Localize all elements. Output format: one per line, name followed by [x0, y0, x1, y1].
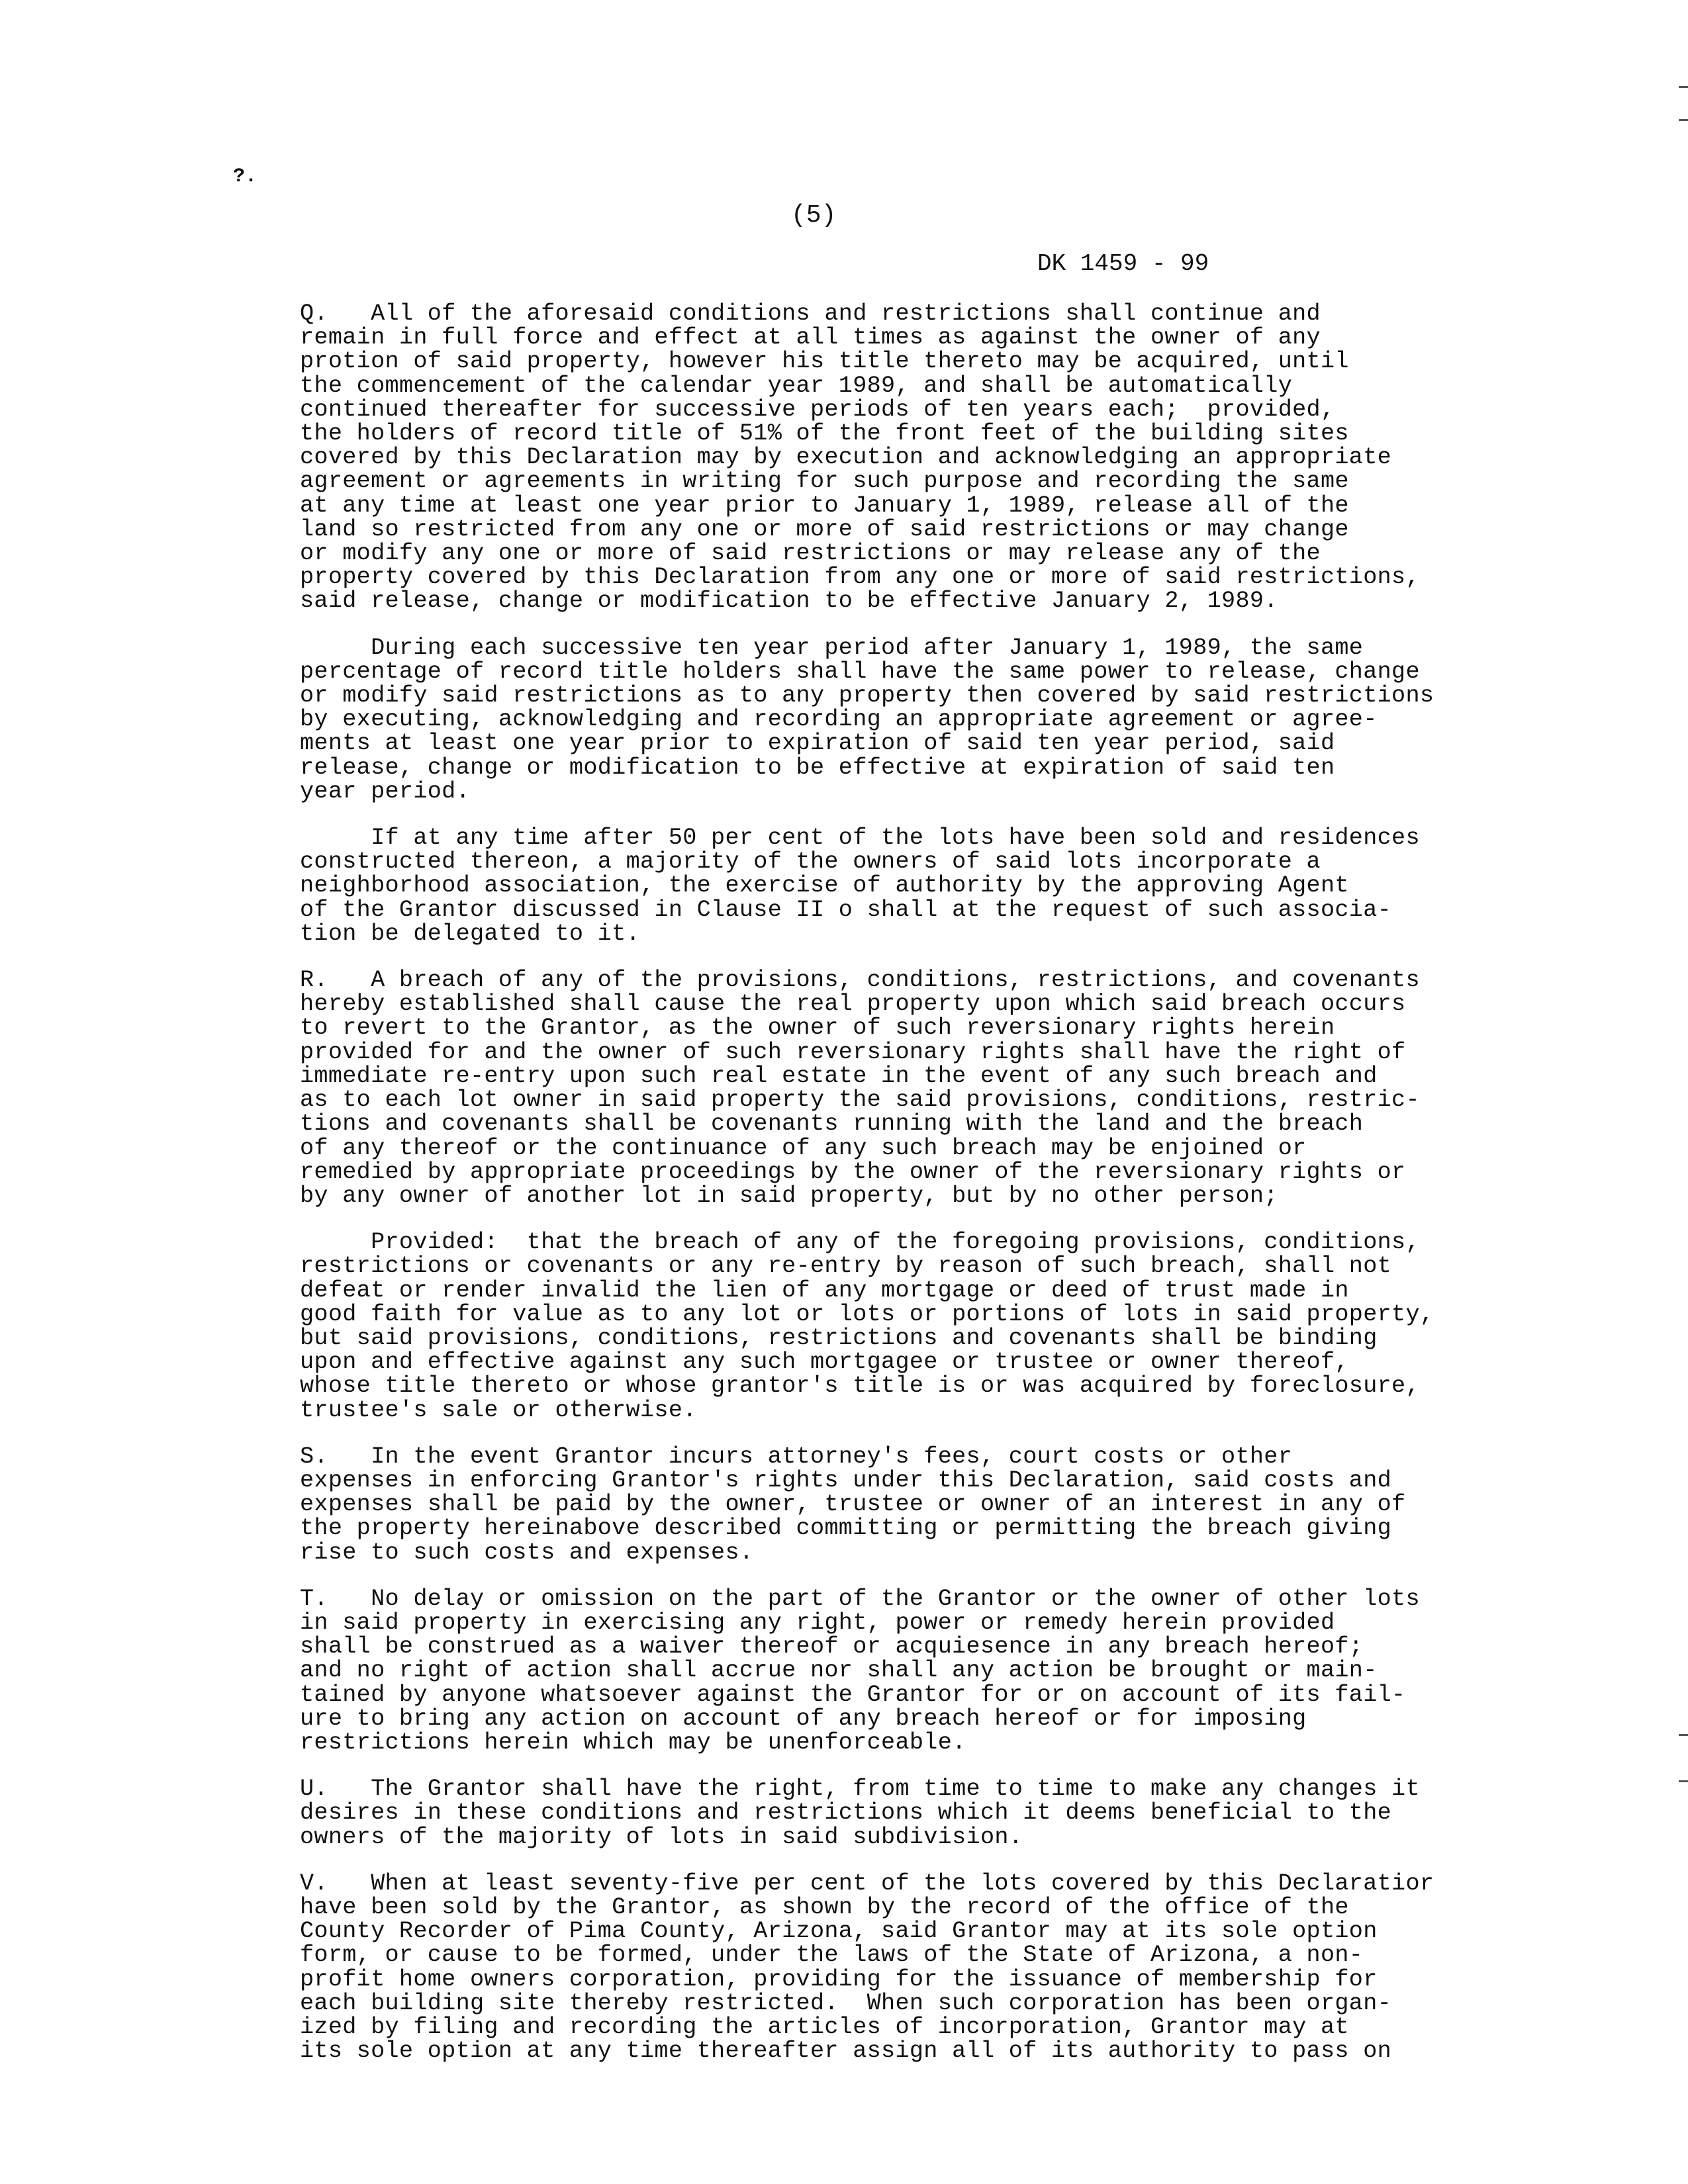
text-line: the commencement of the calendar year 1989, and shall be automatically	[300, 372, 1293, 399]
text-line: at any time at least one year prior to January 1, 1989, release all of the	[300, 492, 1349, 519]
text-line: its sole option at any time thereafter assign all of its authority to pass on	[300, 2038, 1392, 2065]
text-line: ure to bring any action on account of any breach hereof or for imposing	[300, 1705, 1307, 1732]
text-line: percentage of record title holders shall have the same power to release, change	[300, 658, 1420, 685]
page-mark: ?.	[233, 165, 258, 188]
text-line: but said provisions, conditions, restrictions and covenants shall be binding	[300, 1324, 1378, 1351]
paragraph-clause-q-cont-2	[300, 826, 1432, 946]
text-line: protion of said property, however his title thereto may be acquired, until	[300, 348, 1349, 375]
paragraph-clause-q-cont-1	[300, 636, 1432, 803]
text-line: agreement or agreements in writing for such purpose and recording the same	[300, 468, 1349, 495]
text-line: provided for and the owner of such reversionary rights shall have the right of	[300, 1038, 1406, 1066]
text-line: good faith for value as to any lot or lots or portions of lots in said property,	[300, 1300, 1434, 1328]
text-line: whose title thereto or whose grantor's title is or was acquired by foreclosure,	[300, 1373, 1420, 1400]
text-line: restrictions herein which may be unenforceable.	[300, 1729, 966, 1756]
text-line: defeat or render invalid the lien of any mortgage or deed of trust made in	[300, 1277, 1349, 1304]
text-line: Provided: that the breach of any of the foregoing provisions, conditions,	[300, 1229, 1420, 1256]
paragraph-gap	[300, 803, 1432, 826]
text-line: tion be delegated to it.	[300, 920, 640, 947]
paragraph-clause-s	[300, 1445, 1432, 1565]
paragraph-clause-q	[300, 302, 1432, 614]
text-line: as to each lot owner in said property the said provisions, conditions, restric-	[300, 1087, 1420, 1114]
text-line: expenses shall be paid by the owner, trustee or owner of an interest in any of	[300, 1491, 1406, 1518]
text-line: U. The Grantor shall have the right, from time to time to make any changes it	[300, 1776, 1420, 1803]
text-line: ments at least one year prior to expiration of said ten year period, said	[300, 730, 1335, 757]
text-line: year period.	[300, 778, 470, 805]
margin-tick	[1679, 86, 1688, 88]
text-line: said release, change or modification to be effective January 2, 1989.	[300, 588, 1278, 615]
text-line: have been sold by the Grantor, as shown by the record of the office of the	[300, 1893, 1349, 1921]
paragraph-gap	[300, 1754, 1432, 1777]
paragraph-gap	[300, 614, 1432, 636]
paragraph-gap	[300, 1422, 1432, 1445]
paragraph-clause-v	[300, 1872, 1432, 2064]
text-line: S. In the event Grantor incurs attorney's fees, court costs or other	[300, 1443, 1293, 1470]
text-line: trustee's sale or otherwise.	[300, 1396, 697, 1424]
page-number: (5)	[791, 201, 837, 230]
text-line: profit home owners corporation, providing for the issuance of membership for	[300, 1966, 1378, 1993]
text-line: Q. All of the aforesaid conditions and restrictions shall continue and	[300, 300, 1321, 327]
text-line: expenses in enforcing Grantor's rights under this Declaration, said costs and	[300, 1467, 1392, 1494]
paragraph-gap	[300, 1565, 1432, 1587]
text-line: remedied by appropriate proceedings by the owner of the reversionary rights or	[300, 1158, 1406, 1185]
paragraph-gap	[300, 946, 1432, 968]
text-line: tions and covenants shall be covenants running with the land and the breach	[300, 1111, 1364, 1138]
text-line: or modify said restrictions as to any property then covered by said restrictions	[300, 682, 1434, 709]
text-line: tained by anyone whatsoever against the Grantor for or on account of its fail-	[300, 1681, 1406, 1708]
text-line: upon and effective against any such mortgagee or trustee or owner thereof,	[300, 1349, 1349, 1376]
text-line: neighborhood association, the exercise of authority by the approving Agent	[300, 872, 1349, 899]
text-line: If at any time after 50 per cent of the lots have been sold and residences	[300, 825, 1420, 852]
text-line: constructed thereon, a majority of the owners of said lots incorporate a	[300, 848, 1321, 876]
paragraph-gap	[300, 1208, 1432, 1230]
text-line: desires in these conditions and restrictions which it deems beneficial to the	[300, 1799, 1392, 1827]
paragraph-clause-t	[300, 1587, 1432, 1754]
margin-tick	[1679, 1780, 1688, 1782]
paragraph-clause-r	[300, 968, 1432, 1208]
text-line: continued thereafter for successive periods of ten years each; provided,	[300, 396, 1335, 423]
text-line: immediate re-entry upon such real estate in the event of any such breach and	[300, 1062, 1378, 1089]
text-line: by any owner of another lot in said property, but by no other person;	[300, 1182, 1278, 1209]
book-reference: DK 1459 - 99	[1037, 250, 1209, 277]
text-line: V. When at least seventy-five per cent of the lots covered by this Declaratior	[300, 1870, 1434, 1897]
text-line: covered by this Declaration may by execution and acknowledging an appropriate	[300, 444, 1392, 471]
text-line: land so restricted from any one or more of said restrictions or may change	[300, 516, 1349, 543]
text-line: rise to such costs and expenses.	[300, 1539, 754, 1566]
text-line: by executing, acknowledging and recording an appropriate agreement or agree-	[300, 706, 1378, 733]
text-line: the property hereinabove described committing or permitting the breach giving	[300, 1515, 1392, 1542]
text-line: restrictions or covenants or any re-entry by reason of such breach, shall not	[300, 1253, 1392, 1280]
text-line: of any thereof or the continuance of any such breach may be enjoined or	[300, 1134, 1307, 1161]
text-line: R. A breach of any of the provisions, conditions, restrictions, and covenants	[300, 967, 1420, 994]
text-line: in said property in exercising any right, power or remedy herein provided	[300, 1609, 1335, 1636]
paragraph-clause-u	[300, 1777, 1432, 1849]
text-line: shall be construed as a waiver thereof or acquiesence in any breach hereof;	[300, 1633, 1364, 1661]
text-line: the holders of record title of 51% of the front feet of the building sites	[300, 420, 1349, 447]
paragraph-gap	[300, 1849, 1432, 1872]
text-line: ized by filing and recording the articles of incorporation, Grantor may at	[300, 2014, 1349, 2040]
margin-tick	[1679, 1734, 1688, 1736]
text-line: County Recorder of Pima County, Arizona, said Grantor may at its sole option	[300, 1918, 1378, 1945]
text-line: hereby established shall cause the real property upon which said breach occurs	[300, 991, 1406, 1018]
text-line: of the Grantor discussed in Clause II o shall at the request of such associa-	[300, 896, 1392, 923]
text-line: each building site thereby restricted. When such corporation has been organ-	[300, 1989, 1392, 2017]
margin-tick	[1679, 119, 1688, 121]
text-line: or modify any one or more of said restrictions or may release any of the	[300, 540, 1321, 567]
text-line: and no right of action shall accrue nor shall any action be brought or main-	[300, 1657, 1378, 1684]
text-line: release, change or modification to be effective at expiration of said ten	[300, 754, 1335, 781]
text-line: form, or cause to be formed, under the laws of the State of Arizona, a non-	[300, 1942, 1364, 1969]
text-line: owners of the majority of lots in said subdivision.	[300, 1823, 1023, 1850]
paragraph-clause-r-proviso	[300, 1230, 1432, 1422]
document-body	[300, 302, 1432, 2063]
text-line: to revert to the Grantor, as the owner of such reversionary rights herein	[300, 1015, 1335, 1042]
text-line: T. No delay or omission on the part of the Grantor or the owner of other lots	[300, 1585, 1420, 1612]
text-line: property covered by this Declaration from any one or more of said restrictions,	[300, 564, 1420, 591]
text-line: During each successive ten year period after January 1, 1989, the same	[300, 634, 1364, 661]
text-line: remain in full force and effect at all times as against the owner of any	[300, 324, 1321, 351]
